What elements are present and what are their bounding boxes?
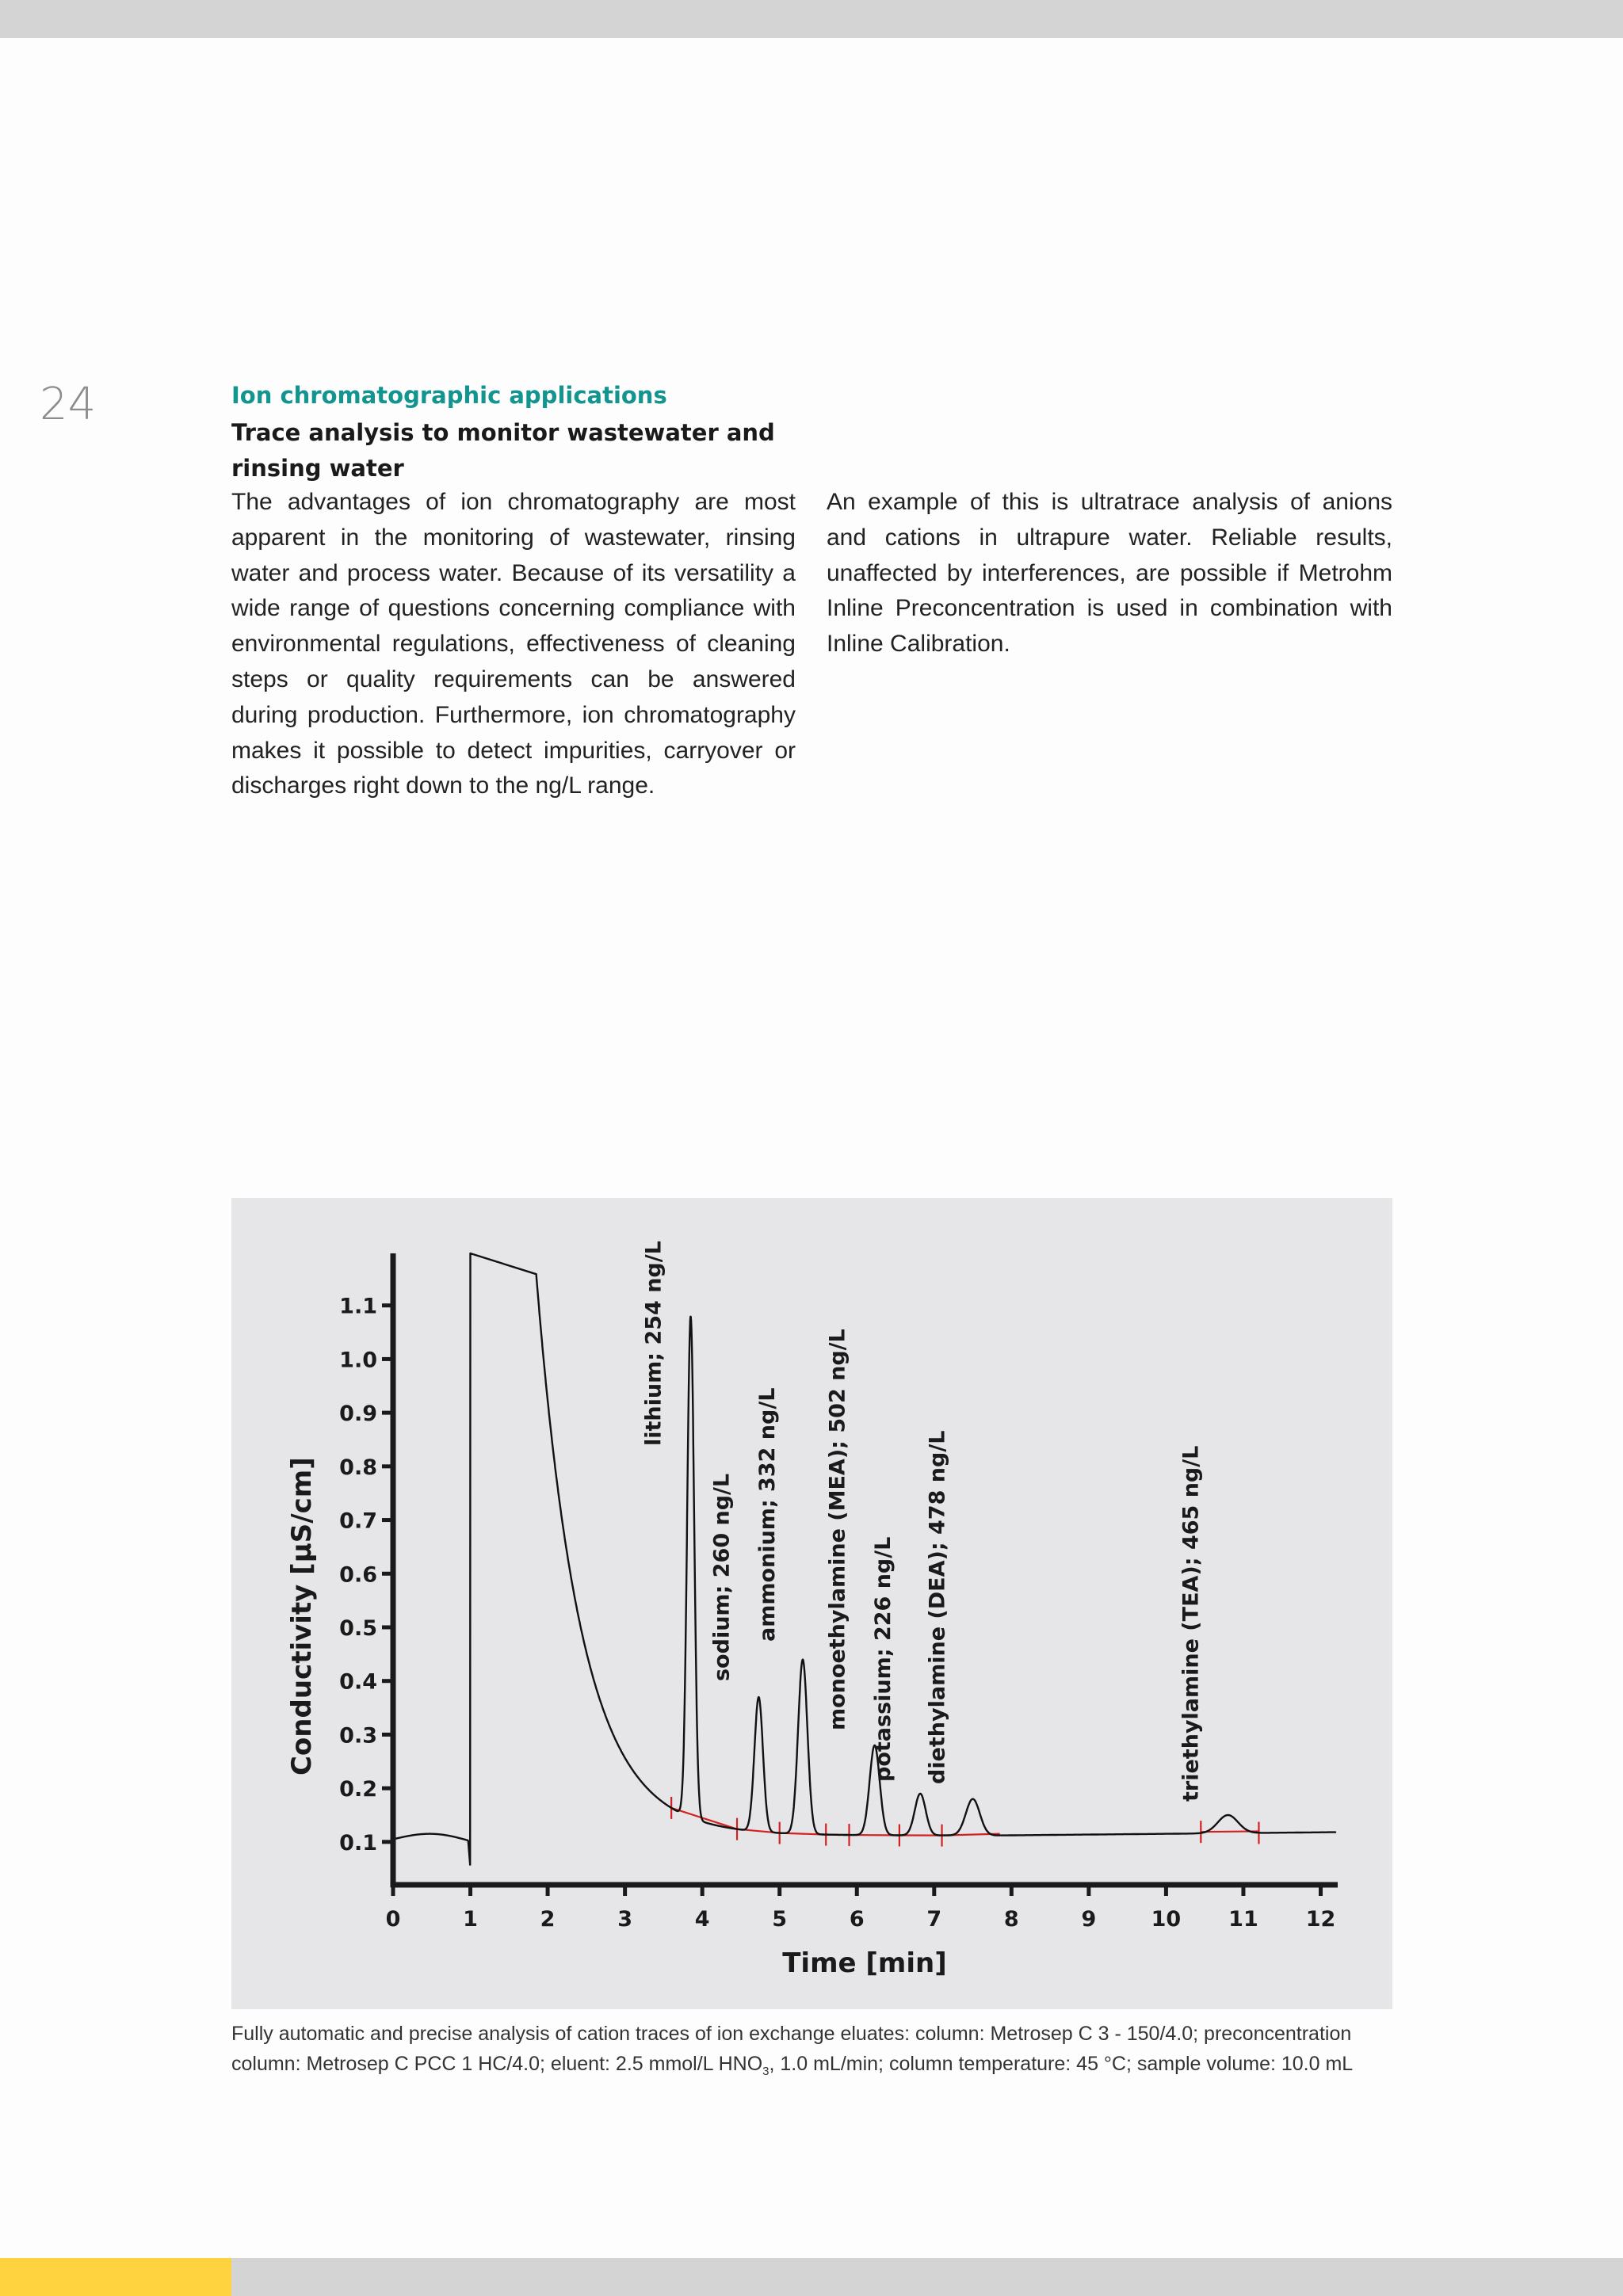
article-heading: Trace analysis to monitor wastewater and rinsing water	[231, 419, 775, 482]
peak-label-group	[642, 1241, 1204, 1802]
x-tick-label: 6	[849, 1907, 865, 1932]
peak-label: monoethylamine (MEA); 502 ng/L	[825, 1329, 850, 1730]
integration-baseline	[671, 1808, 737, 1829]
x-tick-label: 8	[1003, 1907, 1019, 1932]
y-tick-label: 0.1	[339, 1830, 377, 1855]
caption-text-1: Fully automatic and precise analysis of cation traces of ion exchange eluates: column: Metrosep C 3 - 150/4.0; preconcentration column: Metrosep C PCC 1 HC/4.0; eluent: 2.5 mmol/L HNO	[231, 2023, 1352, 2075]
x-tick-label: 7	[926, 1907, 942, 1932]
x-tick-label: 5	[772, 1907, 788, 1932]
y-tick-label: 0.7	[339, 1508, 377, 1534]
x-tick-label: 2	[540, 1907, 556, 1932]
peak-label: triethylamine (TEA); 465 ng/L	[1178, 1445, 1204, 1802]
body-text-right: An example of this is ultratrace analysis of anions and cations in ultrapure water. Reliable results, unaffected by interferences, are possible if Metrohm Inline Preconcentration is used in combination with Inline Calibration.	[827, 489, 1392, 658]
y-axis-label: Conductivity [µS/cm]	[286, 1457, 318, 1776]
x-tick-label: 1	[463, 1907, 478, 1932]
y-tick-label: 0.9	[339, 1402, 377, 1427]
caption-subscript: 3	[762, 2065, 769, 2078]
page-number: 24	[40, 379, 97, 430]
y-tick-label: 1.0	[339, 1348, 377, 1373]
x-tick-label: 11	[1228, 1907, 1258, 1932]
body-text-left: The advantages of ion chromatography are most apparent in the monitoring of wastewater, rinsing water and process water. Because of its versatility a wide range of questions concerning compliance with environmental regulations, effectiveness of cleaning steps or quality requirements can be answered during production. Furthermore, ion chromatography makes it possible to detect impurities, carryover or discharges right down to the ng/L range.	[231, 489, 796, 799]
x-tick-group	[386, 1885, 1336, 1932]
y-tick-label: 0.5	[339, 1615, 377, 1641]
y-tick-label: 0.8	[339, 1455, 377, 1480]
peak-label: lithium; 254 ng/L	[641, 1241, 666, 1446]
x-tick-label: 12	[1305, 1907, 1336, 1932]
x-tick-label: 10	[1151, 1907, 1182, 1932]
chromatogram-chart	[231, 1198, 1392, 2009]
peak-label: potassium; 226 ng/L	[871, 1536, 896, 1782]
bottom-accent-bar	[0, 2258, 231, 2296]
y-tick-group	[339, 1295, 393, 1855]
peak-label: ammonium; 332 ng/L	[754, 1387, 780, 1642]
x-tick-label: 9	[1081, 1907, 1097, 1932]
x-axis-label: Time [min]	[782, 1947, 947, 1979]
y-tick-label: 0.2	[339, 1777, 377, 1802]
section-title: Ion chromatographic applications	[231, 382, 667, 409]
x-tick-label: 3	[617, 1907, 633, 1932]
figure-caption	[231, 2019, 1404, 2087]
y-tick-label: 0.4	[339, 1669, 377, 1695]
caption-text-2: , 1.0 mL/min; column temperature: 45 °C; sample volume: 10.0 mL	[769, 2053, 1354, 2075]
peak-label: sodium; 260 ng/L	[709, 1473, 735, 1681]
baseline-group	[671, 1797, 1258, 1847]
x-tick-label: 4	[694, 1907, 710, 1932]
peak-label: diethylamine (DEA); 478 ng/L	[925, 1430, 950, 1784]
x-tick-label: 0	[385, 1907, 401, 1932]
bottom-bar	[0, 2258, 1623, 2296]
top-bar	[0, 0, 1623, 38]
y-tick-label: 0.6	[339, 1562, 377, 1588]
y-tick-label: 0.3	[339, 1723, 377, 1749]
chromatogram-panel	[231, 1198, 1392, 2009]
y-tick-label: 1.1	[339, 1294, 377, 1319]
